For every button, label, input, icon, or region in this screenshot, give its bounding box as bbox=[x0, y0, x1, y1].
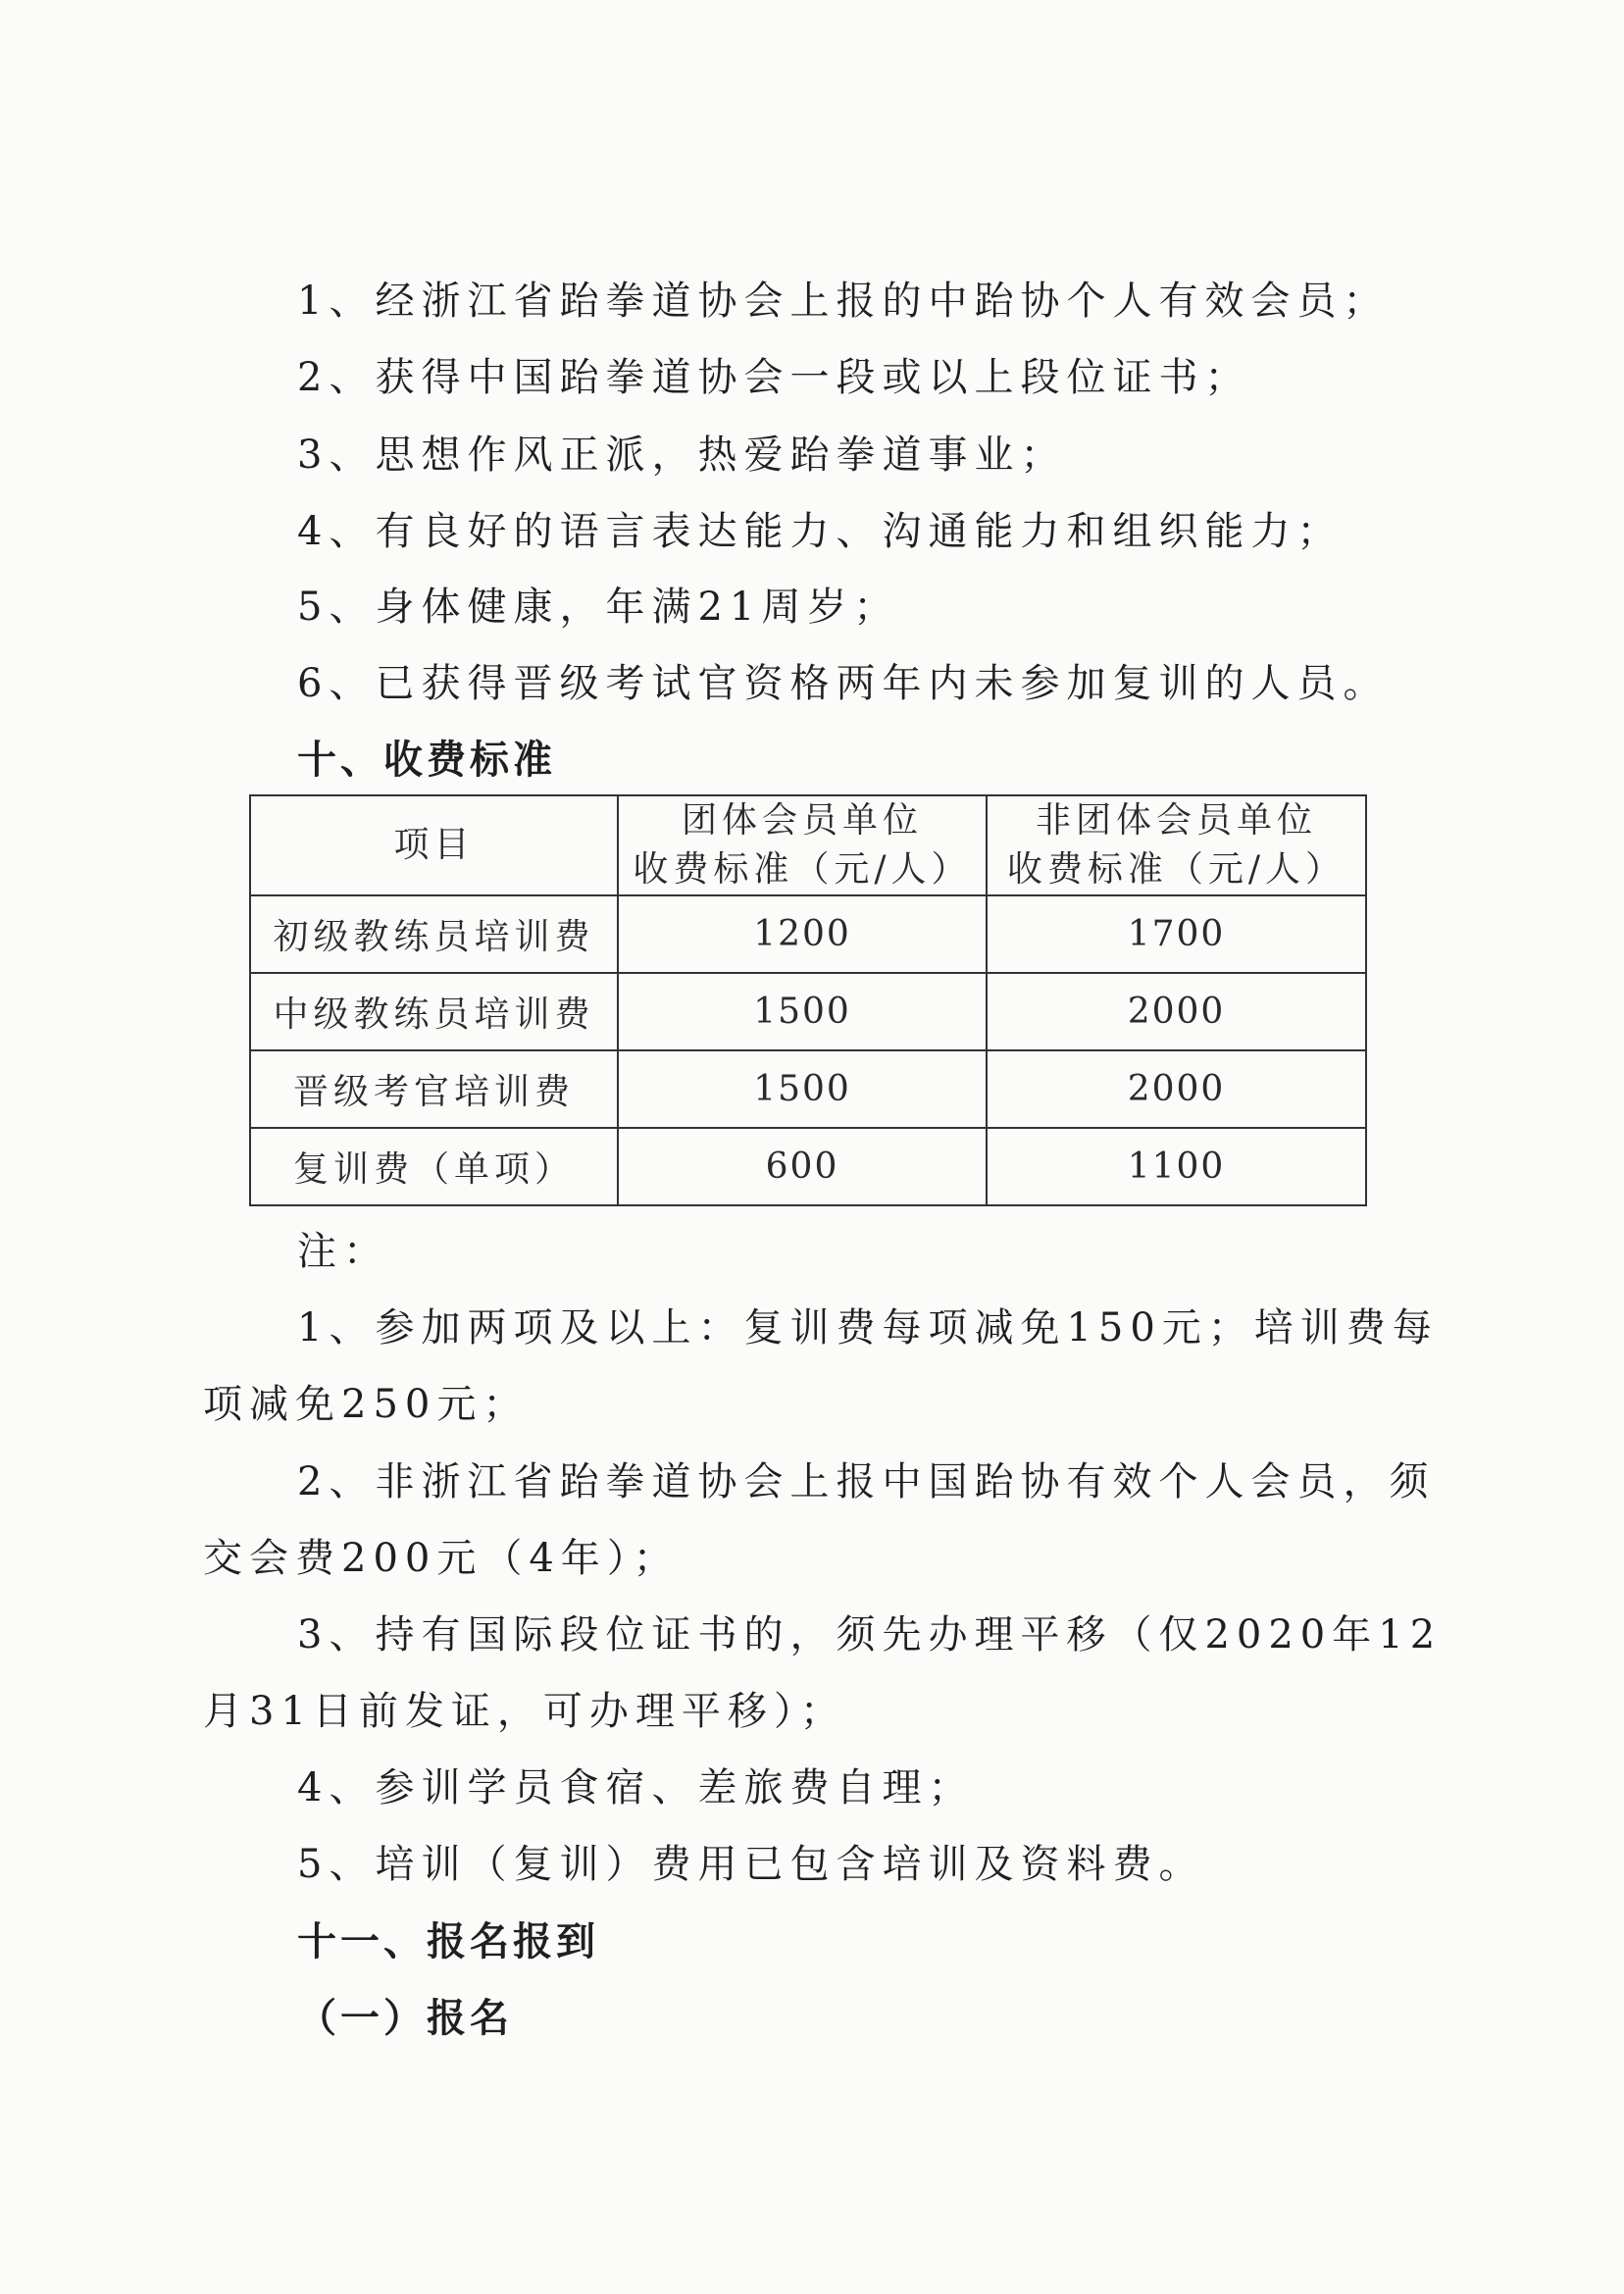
note-2-line-1: 2、非浙江省跆拳道协会上报中国跆协有效个人会员，须 bbox=[297, 1459, 1436, 1504]
note-4: 4、参训学员食宿、差旅费自理； bbox=[297, 1765, 975, 1810]
fee-group: 1200 bbox=[618, 895, 987, 973]
fee-nongroup: 2000 bbox=[987, 973, 1366, 1050]
section-11-heading: 十一、报名报到 bbox=[297, 1919, 599, 1964]
fee-item: 中级教练员培训费 bbox=[250, 973, 618, 1050]
fee-table-header-group bbox=[618, 795, 987, 895]
fee-table-header-group-line-1: 团体会员单位 bbox=[681, 800, 923, 841]
note-2-line-2: 交会费200元（4年）； bbox=[203, 1536, 680, 1581]
fee-table bbox=[249, 794, 1367, 1206]
eligibility-item-3: 3、思想作风正派，热爱跆拳道事业； bbox=[297, 433, 1067, 478]
fee-table-header-nongroup bbox=[987, 795, 1366, 895]
fee-nongroup: 1100 bbox=[987, 1128, 1366, 1205]
fee-table-row bbox=[250, 1050, 1366, 1128]
section-10-heading: 十、收费标准 bbox=[297, 738, 556, 783]
eligibility-item-1: 1、经浙江省跆拳道协会上报的中跆协个人有效会员； bbox=[297, 279, 1390, 324]
eligibility-item-4: 4、有良好的语言表达能力、沟通能力和组织能力； bbox=[297, 509, 1344, 554]
fee-nongroup: 2000 bbox=[987, 1050, 1366, 1128]
fee-item: 晋级考官培训费 bbox=[250, 1050, 618, 1128]
fee-group: 1500 bbox=[618, 1050, 987, 1128]
fee-table-header-row bbox=[250, 795, 1366, 895]
fee-table-header-nongroup-line-2: 收费标准（元/人） bbox=[1006, 849, 1346, 890]
fee-table-row bbox=[250, 973, 1366, 1050]
section-11-subheading: （一）报名 bbox=[297, 1996, 513, 2041]
note-1-line-2: 项减免250元； bbox=[203, 1382, 530, 1427]
note-3-line-2: 月31日前发证，可办理平移）； bbox=[203, 1689, 846, 1734]
note-3-line-1: 3、持有国际段位证书的，须先办理平移（仅2020年12 bbox=[297, 1612, 1443, 1657]
notes-label: 注： bbox=[297, 1229, 389, 1274]
eligibility-item-5: 5、身体健康，年满21周岁； bbox=[297, 585, 900, 630]
fee-table-row bbox=[250, 1128, 1366, 1205]
eligibility-item-6: 6、已获得晋级考试官资格两年内未参加复训的人员。 bbox=[297, 661, 1390, 706]
fee-group: 1500 bbox=[618, 973, 987, 1050]
fee-table-header-item: 项目 bbox=[250, 795, 618, 895]
fee-table-header-nongroup-line-1: 非团体会员单位 bbox=[1035, 800, 1317, 841]
eligibility-item-2: 2、获得中国跆拳道协会一段或以上段位证书； bbox=[297, 355, 1251, 400]
fee-item: 初级教练员培训费 bbox=[250, 895, 618, 973]
note-5: 5、培训（复训）费用已包含培训及资料费。 bbox=[297, 1842, 1205, 1887]
note-1-line-1: 1、参加两项及以上：复训费每项减免150元；培训费每 bbox=[297, 1305, 1439, 1351]
fee-table-header-group-line-2: 收费标准（元/人） bbox=[633, 849, 972, 890]
fee-item: 复训费（单项） bbox=[250, 1128, 618, 1205]
fee-nongroup: 1700 bbox=[987, 895, 1366, 973]
fee-group: 600 bbox=[618, 1128, 987, 1205]
fee-table-row bbox=[250, 895, 1366, 973]
